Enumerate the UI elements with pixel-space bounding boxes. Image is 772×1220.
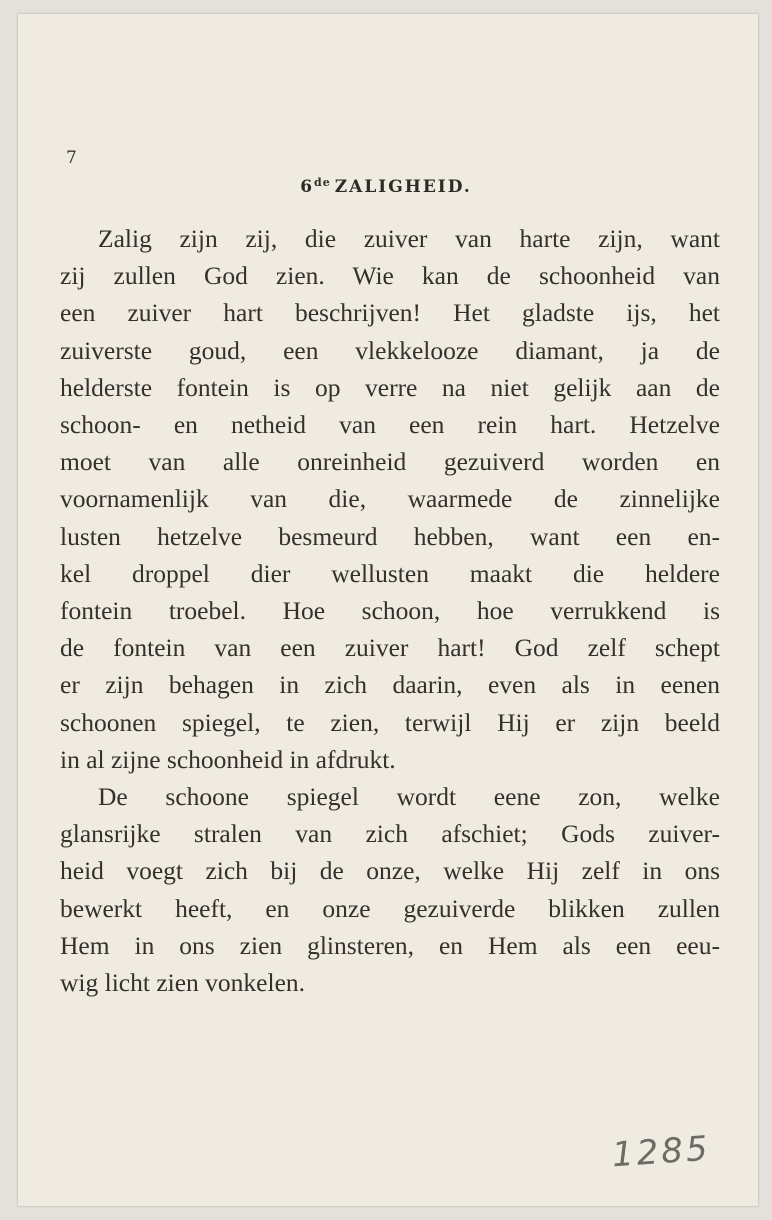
- heading-superscript: de: [314, 176, 331, 189]
- text-line: een zuiver hart beschrijven! Het gladste ijs, het: [60, 298, 720, 328]
- text-line: zij zullen God zien. Wie kan de schoonheid van: [60, 261, 720, 291]
- text-line: Zalig zijn zij, die zuiver van harte zijn, want: [98, 224, 720, 253]
- heading-title: ZALIGHEID.: [334, 177, 472, 197]
- text-line: er zijn behagen in zich daarin, even als in eenen: [60, 670, 720, 700]
- text-line: lusten hetzelve besmeurd hebben, want een en-: [60, 521, 720, 551]
- text-line: fontein troebel. Hoe schoon, hoe verrukkend is: [60, 596, 720, 626]
- archive-number: 1285: [610, 1128, 712, 1176]
- text-line: bewerkt heeft, en onze gezuiverde blikken zullen: [60, 893, 720, 923]
- text-line: in al zijne schoonheid in afdrukt.: [60, 744, 396, 774]
- text-line: schoon- en netheid van een rein hart. Hetzelve: [60, 410, 720, 440]
- text-line: de fontein van een zuiver hart! God zelf schept: [60, 633, 720, 663]
- page-number: 7: [66, 148, 77, 168]
- text-line: schoonen spiegel, te zien, terwijl Hij er zijn beeld: [60, 707, 720, 737]
- paragraph-2: [60, 778, 720, 1001]
- text-line: heid voegt zich bij de onze, welke Hij zelf in ons: [60, 856, 720, 886]
- heading-ordinal: 6: [300, 177, 315, 197]
- text-line: zuiverste goud, een vlekkelooze diamant, ja de: [60, 335, 720, 365]
- section-heading: [0, 176, 772, 197]
- text-line: kel droppel dier wellusten maakt die heldere: [60, 558, 720, 588]
- text-line: voornamenlijk van die, waarmede de zinnelijke: [60, 484, 720, 514]
- text-line: moet van alle onreinheid gezuiverd worden en: [60, 447, 720, 477]
- paragraph-1: [60, 220, 720, 778]
- text-line: wig licht zien vonkelen.: [60, 968, 306, 998]
- text-line: helderste fontein is op verre na niet gelijk aan de: [60, 372, 720, 402]
- text-line: Hem in ons zien glinsteren, en Hem als een eeu-: [60, 930, 720, 960]
- text-line: De schoone spiegel wordt eene zon, welke: [98, 782, 720, 812]
- body-text: [60, 220, 720, 1001]
- text-line: glansrijke stralen van zich afschiet; Gods zuiver-: [60, 819, 720, 849]
